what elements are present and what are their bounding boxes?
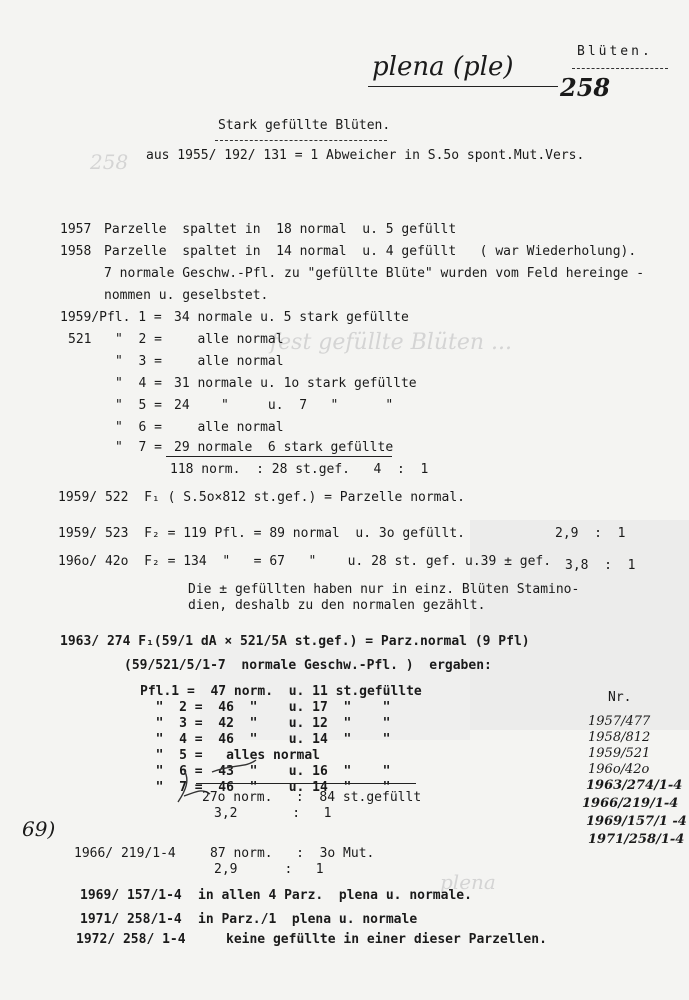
nr-item: 1969/157/1 -4 xyxy=(586,814,687,829)
sum-rule-1963 xyxy=(196,783,416,784)
row-1959-lead-7: " 7 = xyxy=(68,440,162,455)
line-1958-cont2: nommen u. geselbstet. xyxy=(104,288,269,303)
row-1959-text-6: alle normal xyxy=(174,420,284,435)
line-1958: Parzelle spaltet in 14 normal u. 4 gefüllt ( war Wiederholung). xyxy=(104,244,637,259)
cross-1959-523: 1959/ 523 F₂ = 119 Pfl. = 89 normal u. 3o gefüllt. xyxy=(58,526,465,541)
later-1971-text: in Parz./1 plena u. normale xyxy=(198,912,418,927)
later-1971-lead: 1971/ 258/1-4 xyxy=(80,912,182,927)
ratio-1960-420: 3,8 : 1 xyxy=(565,558,636,573)
margin-note: 69) xyxy=(22,817,56,841)
nr-label: Nr. xyxy=(608,690,632,705)
nr-item: 1958/812 xyxy=(588,730,651,745)
row-1959-text-1: 34 normale u. 5 stark gefüllte xyxy=(174,310,409,325)
year-1957: 1957 xyxy=(60,222,92,237)
later-1972-text: keine gefüllte in einer dieser Parzellen. xyxy=(226,932,547,947)
row-1959-text-7: 29 normale 6 stark gefüllte xyxy=(174,440,394,455)
line-1958-cont1: 7 normale Geschw.-Pfl. zu "gefüllte Blüte" wurden vom Feld hereinge - xyxy=(104,266,645,281)
cross-1959-522: 1959/ 522 F₁ ( S.5o×812 st.gef.) = Parzelle normal. xyxy=(58,490,465,505)
line-1957: Parzelle spaltet in 18 normal u. 5 gefüllt xyxy=(104,222,457,237)
note-line-2: dien, deshalb zu den normalen gezählt. xyxy=(188,598,486,613)
row-1959-text-5: 24 " u. 7 " " xyxy=(174,398,394,413)
note-line-1: Die ± gefüllten haben nur in einz. Blüten Stamino- xyxy=(188,582,580,597)
total-1959: 118 norm. : 28 st.gef. 4 : 1 xyxy=(170,462,429,477)
bleed-through-photo xyxy=(470,520,689,730)
plant-row-1: Pfl.1 = 47 norm. u. 11 st.gefüllte xyxy=(140,684,422,699)
later-1969-text: in allen 4 Parz. plena u. normale. xyxy=(198,888,472,903)
category-label: Blüten. xyxy=(577,44,653,59)
sum-rule-1959 xyxy=(166,456,392,457)
row-1959-lead-2: 521 " 2 = xyxy=(68,332,162,347)
nr-item: 1963/274/1-4 xyxy=(586,778,683,793)
nr-item: 1971/258/1-4 xyxy=(588,832,685,847)
page-title: Stark gefüllte Blüten. xyxy=(218,118,391,133)
bleed-through-word: plena xyxy=(440,870,496,894)
year-1958: 1958 xyxy=(60,244,92,259)
nr-item: 1957/477 xyxy=(588,714,651,729)
row-1959-text-4: 31 normale u. 1o stark gefüllte xyxy=(174,376,417,391)
later-1966-text: 87 norm. : 3o Mut. xyxy=(210,846,375,861)
plant-row-7: " 7 = 46 " u. 14 " " xyxy=(140,780,391,795)
ratio-1959-523: 2,9 : 1 xyxy=(555,526,626,541)
plant-row-2: " 2 = 46 " u. 17 " " xyxy=(140,700,391,715)
row-1959-lead-4: " 4 = xyxy=(68,376,162,391)
origin-line: aus 1955/ 192/ 131 = 1 Abweicher in S.5o spont.Mut.Vers. xyxy=(146,148,585,163)
title-underline xyxy=(368,86,558,87)
later-1969-lead: 1969/ 157/1-4 xyxy=(80,888,182,903)
plant-row-5: " 5 = alles normal xyxy=(140,748,321,763)
row-1959-lead-6: " 6 = xyxy=(68,420,162,435)
page-title-underline xyxy=(215,140,387,141)
row-1959-lead-5: " 5 = xyxy=(68,398,162,413)
row-1959-text-3: alle normal xyxy=(174,354,284,369)
cross-1960-420: 196o/ 42o F₂ = 134 " = 67 " u. 28 st. gef. u.39 ± gef. xyxy=(58,554,552,569)
cross-1963-line1: 1963/ 274 F₁(59/1 dA × 521/5A st.gef.) = Parz.normal (9 Pfl) xyxy=(60,634,530,649)
nr-item: 1959/521 xyxy=(588,746,651,761)
later-1972-lead: 1972/ 258/ 1-4 xyxy=(76,932,186,947)
plant-row-3: " 3 = 42 " u. 12 " " xyxy=(140,716,391,731)
nr-item: 196o/42o xyxy=(588,762,650,777)
handwritten-title: plena (ple) xyxy=(372,52,514,82)
row-1959-text-2: alle normal xyxy=(174,332,284,347)
later-1966-lead: 1966/ 219/1-4 xyxy=(74,846,176,861)
row-1959-lead-3: " 3 = xyxy=(68,354,162,369)
page-number: 258 xyxy=(560,73,611,102)
bleed-through-script: fest gefüllte Blüten ... xyxy=(270,330,512,355)
category-dash xyxy=(572,68,668,69)
sum-1963: 27o norm. : 84 st.gefüllt xyxy=(202,790,422,805)
nr-item: 1966/219/1-4 xyxy=(582,796,679,811)
later-1966-ratio: 2,9 : 1 xyxy=(214,862,324,877)
ratio-1963: 3,2 : 1 xyxy=(214,806,332,821)
row-1959-lead-1: 1959/Pfl. 1 = xyxy=(60,310,162,325)
plant-row-4: " 4 = 46 " u. 14 " " xyxy=(140,732,391,747)
plant-row-6: " 6 = 43 " u. 16 " " xyxy=(140,764,391,779)
bleed-through-number: 258 xyxy=(90,150,129,174)
cross-1963-line2: (59/521/5/1-7 normale Geschw.-Pfl. ) ergaben: xyxy=(124,658,492,673)
